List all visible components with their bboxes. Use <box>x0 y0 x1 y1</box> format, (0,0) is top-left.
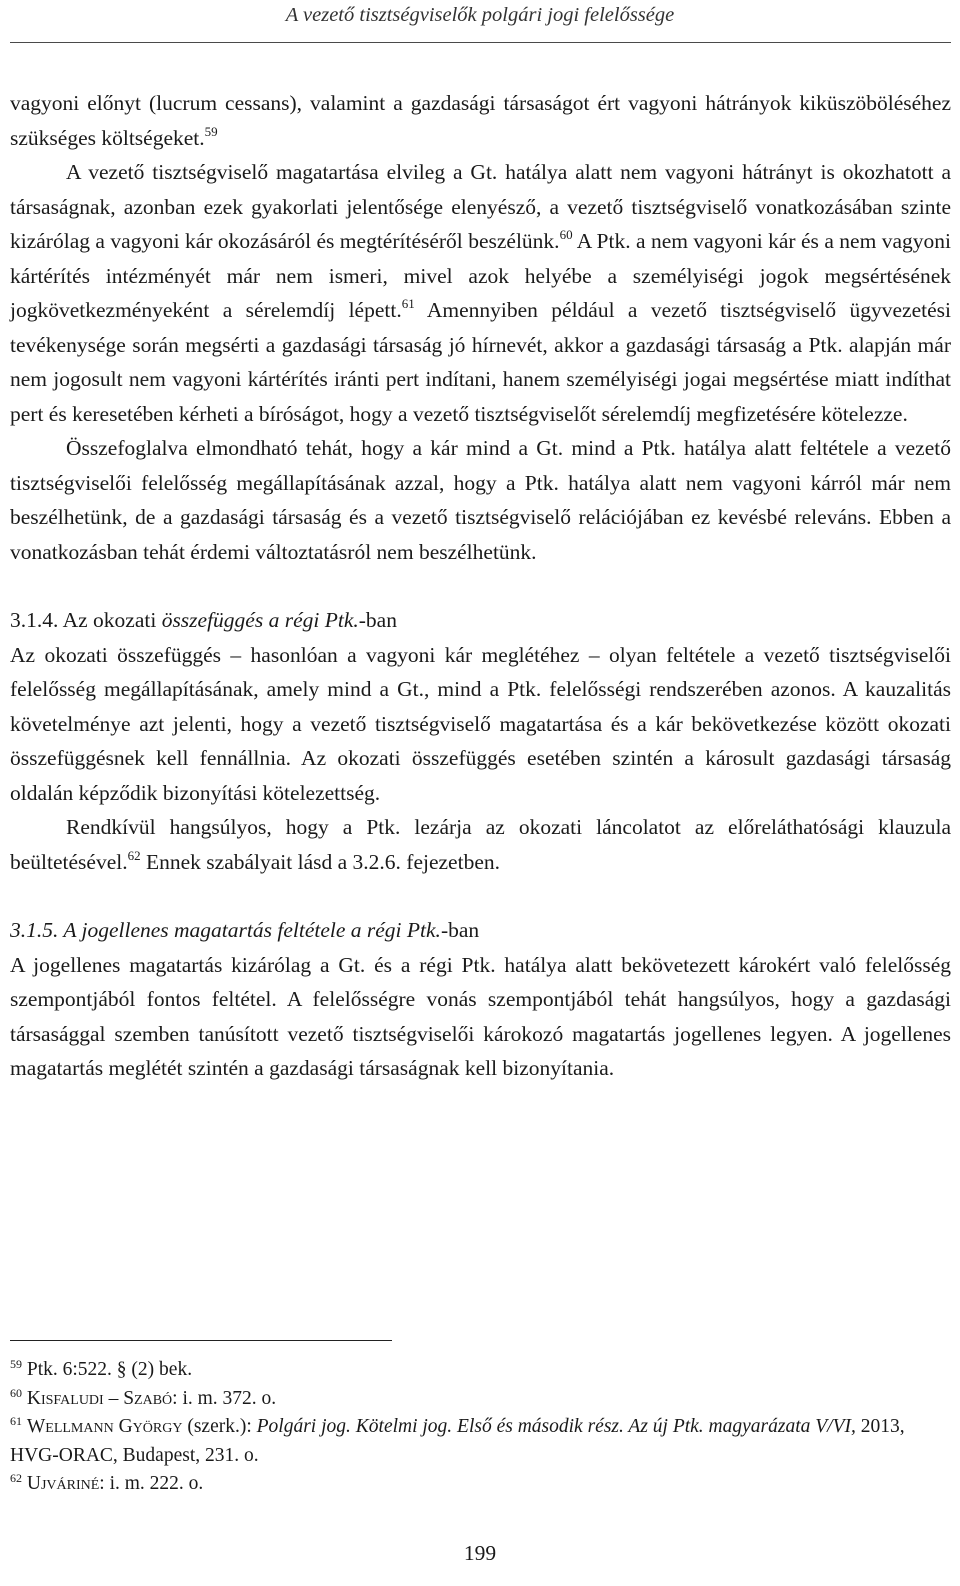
footnote-ref-61[interactable]: 61 <box>401 296 415 311</box>
footnote-ref-59[interactable]: 59 <box>204 123 218 139</box>
paragraph-6: A jogellenes magatartás kizárólag a Gt. és a régi Ptk. hatálya alatt bekövetezett károkért való felelősség szempontjából fontos feltétel. A felelősségre vonás szempontjából tehát hangsúlyos, hogy a gazdasági társasággal szemben tanúsított vezető tisztségviselői károkozó magatartás jogellenes legyen. A jogellenes magatartás meglétét szintén a gazdasági társaságnak kell bizonyítania. <box>10 952 951 1080</box>
footnotes <box>10 1356 951 1499</box>
page-number: 199 <box>463 1541 497 1565</box>
header-rule <box>10 42 951 43</box>
footnote-number: 61 <box>10 1414 22 1428</box>
footnote-number: 62 <box>10 1471 22 1485</box>
footnote-author: Wellmann György <box>26 1416 183 1437</box>
paragraph-text: Rendkívül hangsúlyos, hogy a Ptk. lezárja az okozati láncolatot az előreláthatósági klauzula beültetésével. <box>10 815 951 874</box>
section-title-suffix: -ban <box>358 608 397 632</box>
section-title: Az okozati <box>62 608 162 632</box>
paragraph-text: A vezető tisztségviselő magatartása elvileg a Gt. hatálya alatt nem vagyoni hátrányt is okozhatott a társaságnak, azonban ezek gyakorlati jelentősége elenyésző, a vezető tisztségviselő vonatkozásában szinte kizárólag a vagyoni kár okozásáról és megtérítéséről beszélünk. <box>10 160 951 253</box>
paragraph-4: Az okozati összefüggés – hasonlóan a vagyoni kár meglétéhez – olyan feltétele a vezető tisztségviselői felelősség megállapításának, amely mind a Gt., mind a Ptk. felelősségi rendszerében azonos. A kauzalitás követelménye azt jelenti, hogy a vezető tisztségviselő magatartása és a kár bekövetkezése között okozati összefüggésnek kell fennállnia. Az okozati összefüggés esetében szintén a károsult gazdasági társaság oldalán képződik bizonyítási kötelezettség. <box>10 642 951 805</box>
paragraph-1 <box>10 86 951 155</box>
footnote-text: : i. m. 372. o. <box>172 1387 277 1409</box>
running-header: A vezető tisztségviselők polgári jogi felelőssége <box>285 4 675 26</box>
paragraph-text: vagyoni előnyt (lucrum cessans), valamint a gazdasági társaságot ért vagyoni hátrányok kiküszöböléséhez szükséges költségeket. <box>10 91 951 150</box>
body-text <box>10 86 951 1086</box>
footnote-62 <box>10 1470 951 1499</box>
footnote-book-title: Polgári jog. Kötelmi jog. Első és második rész. Az új Ptk. magyarázata V/VI, <box>256 1416 856 1437</box>
section-title-italic: összefüggés a régi Ptk. <box>161 608 359 632</box>
section-title-suffix: -ban <box>440 918 480 942</box>
paragraph-3: Összefoglalva elmondható tehát, hogy a kár mind a Gt. mind a Ptk. hatálya alatt feltétele a vezető tisztségviselői felelősség megállapításának azzal, hogy a Ptk. hatálya alatt nem vagyoni kárról már nem beszélhetünk, de a gazdasági társaság és a vezető tisztségviselő relációjában ez kevésbé releváns. Ebben a vonatkozásban tehát érdemi változtatásról nem beszélhetünk. <box>10 436 951 564</box>
footnote-ref-60[interactable]: 60 <box>559 227 573 242</box>
section-number: 3.1.4. <box>10 608 63 632</box>
footnote-text: Ptk. 6:522. § (2) bek. <box>22 1359 193 1380</box>
footnote-author: Kisfaludi – Szabó <box>26 1387 173 1409</box>
section-heading-3-1-5 <box>10 913 951 948</box>
footnote-number: 59 <box>10 1357 22 1371</box>
footnote-number: 60 <box>10 1385 22 1400</box>
paragraph-text: Amennyiben például a vezető tisztségviselő ügyvezetési tevékenysége során megsérti a gazdasági társaság jó hírnevét, akkor a gazdasági társaság a Ptk. alapján már nem jogosult nem vagyoni kártérítés iránti pert indítani, hanem személyiségi jogai megsértése miatt indíthat pert és keresetében kérheti a bíróságot, hogy a vezető tisztségviselőt sérelemdíj megfizetésére kötelezze. <box>10 298 951 426</box>
footnote-ref-62[interactable]: 62 <box>127 847 141 863</box>
paragraph-2 <box>10 155 951 431</box>
paragraph-text: A Ptk. a nem vagyoni kár és a nem vagyoni kártérítés intézményét már nem ismeri, mivel azok helyébe a személyiségi jogok megsértésének jogkövetkezményeként a sérelemdíj lépett. <box>10 229 951 322</box>
paragraph-text: Ennek szabályait lásd a 3.2.6. fejezetben. <box>140 849 500 874</box>
section-heading-3-1-4 <box>10 603 951 638</box>
footnote-60 <box>10 1385 951 1414</box>
footnote-separator <box>10 1340 392 1341</box>
section-title-italic: 3.1.5. A jogellenes magatartás feltétele a régi Ptk. <box>10 918 441 942</box>
footnote-61 <box>10 1413 951 1470</box>
footnote-text: 2013, HVG-ORAC, Budapest, 231. o. <box>10 1416 905 1466</box>
footnote-author: Ujváriné <box>26 1473 100 1494</box>
footnote-text: : i. m. 222. o. <box>99 1473 204 1494</box>
footnote-59 <box>10 1356 951 1385</box>
paragraph-5 <box>10 810 951 879</box>
footnote-text: (szerk.): <box>182 1416 257 1437</box>
